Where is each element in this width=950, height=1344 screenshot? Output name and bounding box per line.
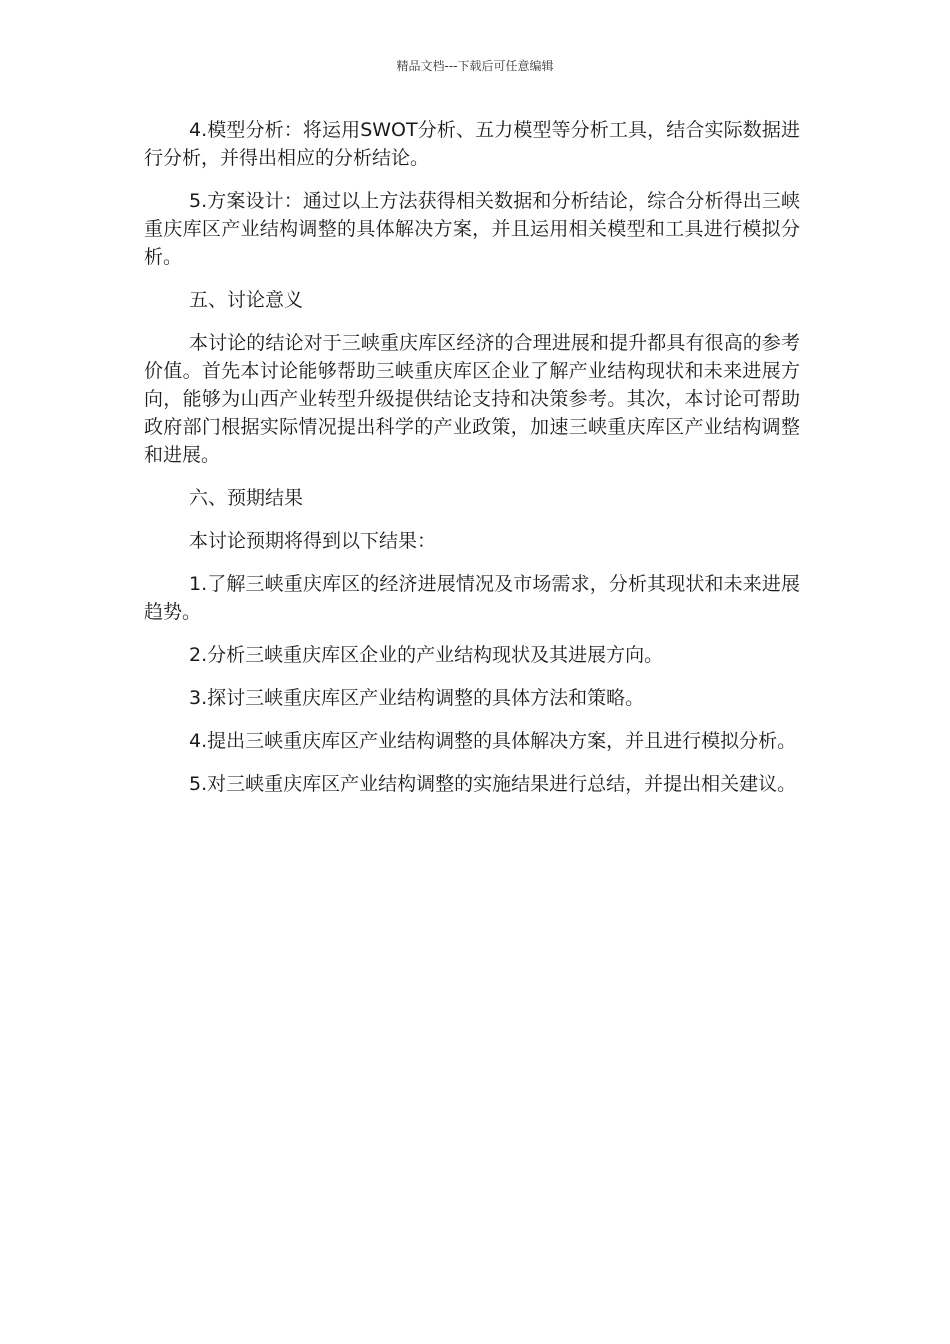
page-header: 精品文档---下载后可任意编辑 — [396, 59, 554, 73]
paragraph-significance: 本讨论的结论对于三峡重庆库区经济的合理进展和提升都具有很高的参考价值。首先本讨论能够帮助三峡重庆库区企业了解产业结构现状和未来进展方向，能够为山西产业转型升级提供结论支持和决策参考。其次，本讨论可帮助政府部门根据实际情况提出科学的产业政策，加速三峡重庆库区产业结构调整和进展。 — [144, 332, 800, 466]
paragraph-solution-design: 5.方案设计：通过以上方法获得相关数据和分析结论，综合分析得出三峡重庆库区产业结构调整的具体解决方案，并且运用相关模型和工具进行模拟分析。 — [144, 190, 800, 268]
section-heading-expected-results: 六、预期结果 — [189, 487, 304, 509]
result-item-5: 5.对三峡重庆库区产业结构调整的实施结果进行总结，并提出相关建议。 — [189, 773, 797, 795]
paragraph-results-intro: 本讨论预期将得到以下结果： — [189, 530, 437, 552]
paragraph-model-analysis: 4.模型分析：将运用SWOT分析、五力模型等分析工具，结合实际数据进行分析，并得出相应的分析结论。 — [144, 119, 800, 169]
section-heading-significance: 五、讨论意义 — [189, 289, 304, 311]
result-item-3: 3.探讨三峡重庆库区产业结构调整的具体方法和策略。 — [189, 687, 645, 709]
result-item-1: 1.了解三峡重庆库区的经济进展情况及市场需求，分析其现状和未来进展趋势。 — [144, 573, 800, 623]
result-item-4: 4.提出三峡重庆库区产业结构调整的具体解决方案，并且进行模拟分析。 — [189, 730, 797, 752]
document-body — [144, 116, 800, 813]
result-item-2: 2.分析三峡重庆库区企业的产业结构现状及其进展方向。 — [189, 644, 664, 666]
